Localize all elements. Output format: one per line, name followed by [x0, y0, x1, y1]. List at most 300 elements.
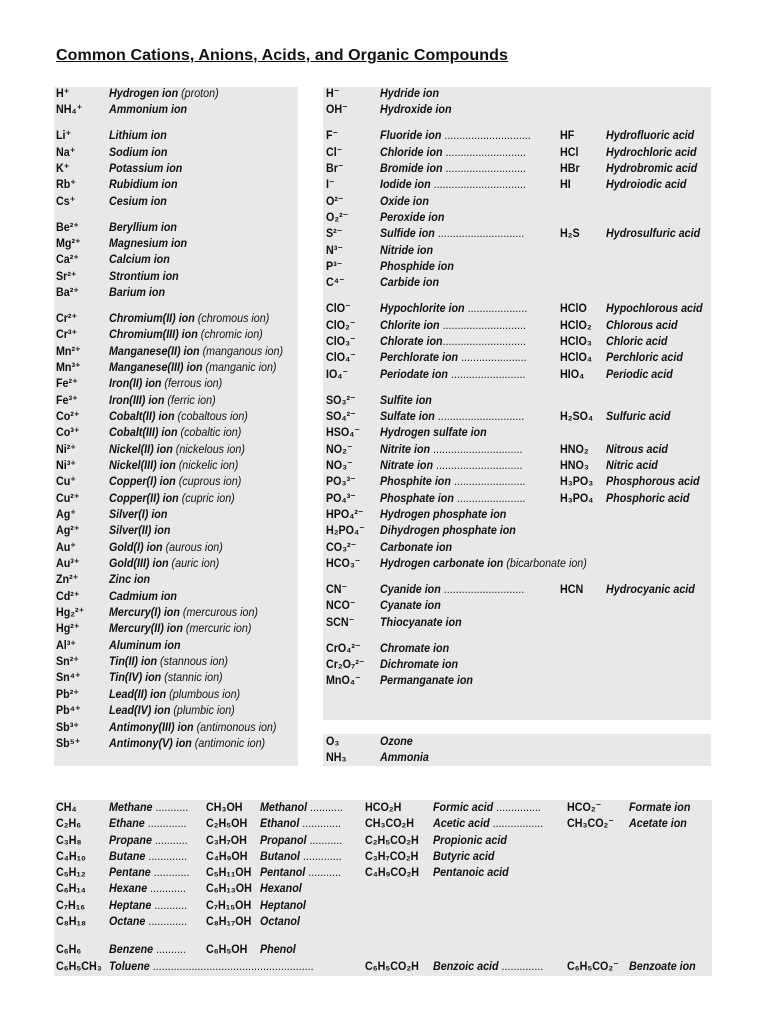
- acid-formula: HBr: [560, 160, 580, 175]
- ion-formula: Pb⁴⁺: [56, 703, 81, 718]
- ion-name: [109, 490, 235, 506]
- cation-row: [56, 284, 300, 300]
- cation-row: [56, 408, 300, 424]
- ion-name: [109, 457, 238, 473]
- ion-formula: Au³⁺: [56, 556, 80, 571]
- ion-formula: CO₃²⁻: [326, 539, 357, 554]
- ion-formula: Mn³⁺: [56, 359, 81, 374]
- ion-alt-name: (cupric ion): [178, 490, 235, 505]
- ion-formula: CN⁻: [326, 582, 348, 596]
- acid-formula: HClO₄: [560, 350, 592, 365]
- ion-formula: ClO⁻: [326, 301, 351, 316]
- ion-name-text: Sulfate ion: [380, 408, 435, 423]
- ion-name-text: Cyanide ion: [380, 582, 441, 596]
- leader-dots: .........................: [447, 366, 526, 381]
- ion-name-text: Nitrite ion: [380, 441, 431, 456]
- cation-row: [56, 424, 300, 440]
- organic-name: [109, 848, 187, 864]
- ion-name: [109, 424, 241, 440]
- ion-formula: PO₃³⁻: [326, 474, 356, 489]
- organic-formula: C₄H₉CO₂H: [365, 865, 420, 880]
- compound-row: [326, 733, 714, 749]
- acid-formula: H₃PO₄: [560, 490, 594, 505]
- organic-formula: C₂H₅CO₂H: [365, 832, 419, 847]
- ion-name: [380, 539, 452, 555]
- ion-formula: H⁻: [326, 86, 340, 100]
- cation-row: [56, 343, 300, 359]
- ion-name-text: Bromide ion: [380, 160, 443, 175]
- ion-name-text: Chromium(III) ion: [109, 327, 198, 342]
- organic-name: [433, 864, 509, 880]
- cation-row: [56, 539, 300, 555]
- ion-name-text: Hydroxide ion: [380, 102, 452, 117]
- acid-name: Hydrochloric acid: [606, 144, 697, 159]
- anion-row: [326, 366, 714, 382]
- organic-name-text: Butane: [109, 848, 146, 863]
- acid-name: Hydrobromic acid: [606, 160, 698, 175]
- ion-formula: NH₄⁺: [56, 102, 83, 117]
- organic-name-text: Acetate ion: [629, 816, 687, 831]
- organic-formula: C₆H₆: [56, 942, 82, 957]
- ion-name: [380, 225, 524, 241]
- organic-name: [109, 832, 188, 848]
- ion-formula: NH₃: [326, 750, 347, 765]
- ion-name-text: Phosphide ion: [380, 259, 454, 274]
- organic-formula: C₅H₁₁OH: [206, 865, 252, 880]
- organic-name-text: Ethanol: [260, 816, 300, 831]
- ion-name-text: Ammonia: [380, 750, 429, 765]
- leader-dots: .............: [144, 816, 187, 831]
- organic-name: [433, 799, 541, 815]
- ion-formula: NCO⁻: [326, 598, 356, 613]
- ion-formula: O₂²⁻: [326, 210, 349, 224]
- organic-name: [433, 848, 494, 864]
- ion-name-text: Antimony(V) ion: [109, 735, 192, 750]
- organic-name: [109, 897, 187, 913]
- ion-name-text: Aluminum ion: [109, 637, 181, 652]
- ion-name: [109, 473, 241, 489]
- ion-name-text: Fluoride ion: [380, 128, 442, 143]
- ion-name-text: Sulfide ion: [380, 226, 435, 241]
- ion-name: [380, 144, 526, 160]
- leader-dots: ...............................: [430, 177, 526, 192]
- ion-name-text: Phosphite ion: [380, 474, 451, 489]
- organic-name-text: Benzoic acid: [433, 958, 499, 973]
- organic-formula: C₆H₁₄: [56, 881, 86, 896]
- leader-dots: .............................: [434, 408, 525, 423]
- leader-dots: ..............................: [430, 441, 523, 456]
- anion-row: [326, 317, 714, 333]
- organic-formula: C₂H₆: [56, 816, 82, 831]
- ion-formula: Cr³⁺: [56, 327, 78, 342]
- organic-name-text: Propanol: [260, 832, 307, 847]
- ion-formula: Li⁺: [56, 128, 72, 143]
- anion-row: [326, 209, 714, 225]
- ion-name: [109, 101, 187, 117]
- ion-name-text: Mercury(I) ion: [109, 605, 180, 620]
- ion-name: [109, 669, 223, 685]
- ion-name: [109, 571, 150, 587]
- ion-formula: Cr²⁺: [56, 310, 78, 325]
- ion-alt-name: (auric ion): [168, 556, 220, 571]
- organic-name: [260, 880, 302, 896]
- leader-dots: ............................: [439, 317, 527, 332]
- ion-name: [109, 144, 167, 160]
- cation-row: [56, 251, 300, 267]
- ion-name-text: Peroxide ion: [380, 210, 445, 224]
- cation-row: [56, 686, 300, 702]
- ion-name-text: Beryllium ion: [109, 219, 177, 234]
- ion-name: [380, 176, 526, 192]
- organic-name-text: Benzene: [109, 942, 154, 957]
- ion-name-text: Hydrogen ion: [109, 86, 179, 100]
- ion-name: [109, 392, 216, 408]
- leader-dots: ...........: [152, 800, 189, 814]
- acid-formula: HClO₂: [560, 317, 592, 332]
- ion-formula: ClO₄⁻: [326, 350, 356, 365]
- leader-dots: ...........: [307, 800, 343, 814]
- ion-name-text: Potassium ion: [109, 160, 183, 175]
- acid-formula: H₂SO₄: [560, 408, 594, 423]
- ion-name-text: Hydrogen sulfate ion: [380, 425, 487, 440]
- cation-row: [56, 555, 300, 571]
- cation-row: [56, 441, 300, 457]
- organic-name: [109, 880, 186, 896]
- cations-list: [56, 85, 300, 751]
- ion-formula: I⁻: [326, 177, 335, 192]
- cation-row: [56, 392, 300, 408]
- ion-name-text: Tin(IV) ion: [109, 670, 162, 685]
- acid-formula: H₂S: [560, 226, 580, 241]
- leader-dots: ...........: [305, 865, 342, 880]
- ion-name: [380, 242, 433, 258]
- anion-row: [326, 490, 714, 506]
- ion-formula: Rb⁺: [56, 177, 76, 192]
- cation-row: [56, 669, 300, 685]
- leader-dots: ..............: [498, 958, 544, 973]
- ion-formula: Sn⁴⁺: [56, 670, 81, 685]
- cation-row: [56, 522, 300, 538]
- cation-row: [56, 702, 300, 718]
- acid-name: Chloric acid: [606, 334, 668, 348]
- acid-name: Hypochlorous acid: [606, 301, 703, 316]
- leader-dots: ......................: [458, 350, 527, 365]
- organic-formula: C₆H₅CO₂H: [365, 958, 419, 973]
- organic-formula: C₃H₇OH: [206, 832, 247, 847]
- cation-row: [56, 127, 300, 143]
- page-title: Common Cations, Anions, Acids, and Organic Compounds: [56, 47, 509, 64]
- ion-name: [109, 539, 223, 555]
- organic-name: [109, 941, 186, 957]
- ion-name: [109, 359, 276, 375]
- cation-row: [56, 571, 300, 587]
- ion-name-text: Copper(II) ion: [109, 490, 179, 505]
- ion-name: [380, 424, 487, 440]
- anion-row: [326, 333, 714, 349]
- ion-alt-name: (proton): [178, 86, 219, 100]
- organic-row: [56, 897, 716, 913]
- acid-name: Nitric acid: [606, 458, 658, 472]
- ion-formula: MnO₄⁻: [326, 673, 361, 688]
- ion-name-text: Dihydrogen phosphate ion: [380, 523, 516, 538]
- ion-name-text: Chloride ion: [380, 144, 443, 159]
- organic-formula: CH₃CO₂⁻: [567, 816, 614, 831]
- organic-formula: C₈H₁₈: [56, 914, 86, 929]
- ion-name: [380, 392, 432, 408]
- organic-formula: C₆H₅OH: [206, 942, 248, 957]
- cation-row: [56, 219, 300, 235]
- ion-formula: Ag²⁺: [56, 523, 80, 538]
- ion-name-text: Chlorate ion: [380, 334, 443, 348]
- ion-formula: N³⁻: [326, 242, 343, 257]
- ion-name: [380, 640, 449, 656]
- leader-dots: ...........: [306, 832, 343, 847]
- ion-formula: Cd²⁺: [56, 588, 80, 603]
- ion-name-text: Gold(III) ion: [109, 556, 169, 571]
- ion-formula: Fe²⁺: [56, 376, 78, 391]
- ion-formula: Cr₂O₇²⁻: [326, 656, 365, 671]
- ion-name: [380, 366, 525, 382]
- ion-name-text: Chromium(II) ion: [109, 310, 195, 325]
- organic-formula: HCO₂H: [365, 800, 402, 814]
- ion-formula: Co²⁺: [56, 408, 80, 423]
- cation-row: [56, 160, 300, 176]
- ion-name: [380, 258, 454, 274]
- ion-formula: P³⁻: [326, 259, 343, 274]
- ion-formula: NO₃⁻: [326, 458, 353, 472]
- anion-row: [326, 597, 714, 613]
- ion-formula: Na⁺: [56, 144, 76, 159]
- ion-formula: Ni²⁺: [56, 441, 76, 456]
- organic-name: [109, 815, 186, 831]
- ion-alt-name: (chromic ion): [197, 327, 263, 342]
- organic-name-text: Formate ion: [629, 800, 691, 814]
- ion-name-text: Lead(IV) ion: [109, 703, 171, 718]
- leader-dots: ............: [147, 881, 186, 896]
- ion-formula: HSO₄⁻: [326, 425, 361, 440]
- leader-dots: ...............: [493, 800, 541, 814]
- anion-row: [326, 408, 714, 424]
- ion-name: [109, 235, 187, 251]
- ion-formula: OH⁻: [326, 102, 348, 117]
- leader-dots: .............................: [434, 226, 525, 241]
- anion-row: [326, 473, 714, 489]
- ion-name-text: Nitride ion: [380, 242, 434, 257]
- organic-formula: C₆H₅CH₃: [56, 958, 102, 973]
- ion-formula: SO₄²⁻: [326, 408, 356, 423]
- anion-row: [326, 672, 714, 688]
- ion-name-text: Manganese(II) ion: [109, 343, 200, 358]
- ion-name-text: Gold(I) ion: [109, 539, 163, 554]
- ion-name-text: Cesium ion: [109, 193, 167, 208]
- organic-formula: HCO₂⁻: [567, 800, 602, 814]
- organic-name: [260, 848, 342, 864]
- organic-formula: CH₄: [56, 800, 77, 814]
- ion-name: [380, 522, 516, 538]
- anion-row: [326, 441, 714, 457]
- acid-name: Hydroiodic acid: [606, 177, 687, 192]
- ion-name-text: Iodide ion: [380, 177, 431, 192]
- ion-name-text: Hypochlorite ion: [380, 301, 465, 316]
- cation-row: [56, 620, 300, 636]
- organic-name-text: Heptane: [109, 897, 152, 912]
- anion-row: [326, 176, 714, 192]
- acid-formula: HClO₃: [560, 334, 592, 348]
- ion-name: [109, 555, 219, 571]
- leader-dots: ............: [150, 865, 190, 880]
- organic-name: [260, 913, 300, 929]
- ion-formula: Ni³⁺: [56, 458, 76, 472]
- ion-formula: Co³⁺: [56, 425, 80, 440]
- acid-formula: HCN: [560, 582, 584, 596]
- organic-row: [56, 799, 716, 815]
- ion-name-text: Iron(II) ion: [109, 376, 162, 391]
- anion-row: [326, 85, 714, 101]
- ion-name-text: Lithium ion: [109, 128, 167, 143]
- ion-formula: Sb³⁺: [56, 719, 79, 734]
- ion-name: [380, 160, 526, 176]
- ion-name: [380, 193, 429, 209]
- organic-name-text: Toluene: [109, 958, 150, 973]
- ion-name-text: Strontium ion: [109, 268, 179, 283]
- ion-alt-name: (aurous ion): [162, 539, 223, 554]
- ion-name: [380, 127, 531, 143]
- ion-name: [380, 473, 525, 489]
- anion-row: [326, 127, 714, 143]
- anion-row: [326, 242, 714, 258]
- ion-name: [380, 349, 527, 365]
- acid-name: Phosphoric acid: [606, 490, 690, 505]
- ion-alt-name: (mercuric ion): [182, 621, 252, 636]
- acid-name: Nitrous acid: [606, 441, 668, 456]
- ion-name-text: Barium ion: [109, 284, 166, 299]
- ion-name-text: Zinc ion: [109, 572, 151, 587]
- ion-name: [380, 672, 473, 688]
- cation-row: [56, 653, 300, 669]
- organic-name-text: Formic acid: [433, 800, 494, 814]
- ion-name: [109, 522, 170, 538]
- ion-formula: Sr²⁺: [56, 268, 77, 283]
- ion-name-text: Hydrogen carbonate ion: [380, 556, 504, 571]
- ion-alt-name: (plumbous ion): [166, 686, 241, 701]
- anion-row: [326, 160, 714, 176]
- ion-name: [109, 193, 167, 209]
- ion-alt-name: (antimonic ion): [191, 735, 266, 750]
- ion-formula: HPO₄²⁻: [326, 507, 364, 522]
- organic-name: [433, 815, 543, 831]
- ion-name-text: Nickel(II) ion: [109, 441, 173, 456]
- ion-formula: Ca²⁺: [56, 252, 79, 267]
- ion-name-text: Manganese(III) ion: [109, 359, 203, 374]
- cation-row: [56, 193, 300, 209]
- ion-formula: NO₂⁻: [326, 441, 353, 456]
- anion-row: [326, 539, 714, 555]
- leader-dots: ...........: [151, 897, 188, 912]
- ion-formula: Hg²⁺: [56, 621, 80, 636]
- ion-alt-name: (ferrous ion): [161, 376, 223, 391]
- ion-alt-name: (stannic ion): [161, 670, 223, 685]
- ion-name-text: Chromate ion: [380, 640, 450, 655]
- organic-name: [260, 815, 341, 831]
- ion-name-text: Ammonium ion: [109, 102, 188, 117]
- acid-formula: HNO₃: [560, 458, 589, 472]
- organic-name: [109, 913, 187, 929]
- organic-name: [109, 958, 314, 974]
- organic-formula: C₂H₅OH: [206, 816, 248, 831]
- anion-row: [326, 258, 714, 274]
- cation-row: [56, 637, 300, 653]
- anion-row: [326, 656, 714, 672]
- cation-row: [56, 719, 300, 735]
- organic-name-text: Octane: [109, 914, 146, 929]
- other-list: [326, 733, 714, 766]
- organic-name-text: Ethane: [109, 816, 145, 831]
- ion-name-text: Antimony(III) ion: [109, 719, 194, 734]
- ion-name: [109, 284, 165, 300]
- ion-formula: H₂PO₄⁻: [326, 523, 365, 538]
- acid-name: Hydrocyanic acid: [606, 582, 695, 596]
- acid-formula: HClO: [560, 301, 587, 316]
- ion-name-text: Hydride ion: [380, 86, 440, 100]
- ion-name: [380, 490, 525, 506]
- ion-name: [380, 300, 527, 316]
- organic-name: [433, 832, 507, 848]
- acid-name: Periodic acid: [606, 366, 673, 381]
- leader-dots: ......................................................: [149, 958, 314, 973]
- ion-name: [380, 457, 522, 473]
- ion-formula: PO₄³⁻: [326, 490, 356, 505]
- ion-formula: Sn²⁺: [56, 654, 79, 669]
- ion-formula: Mg²⁺: [56, 235, 81, 250]
- ion-name-text: Nitrate ion: [380, 458, 434, 472]
- ion-formula: O₃: [326, 734, 340, 748]
- acid-formula: HIO₄: [560, 366, 585, 381]
- organic-name-text: Butanol: [260, 848, 300, 863]
- ion-formula: HCO₃⁻: [326, 556, 361, 571]
- ion-formula: Ba²⁺: [56, 284, 79, 299]
- ion-formula: Br⁻: [326, 160, 344, 175]
- ion-name-text: Hydrogen phosphate ion: [380, 507, 507, 522]
- ion-name: [109, 268, 179, 284]
- ion-name-text: Phosphate ion: [380, 490, 454, 505]
- ion-name-text: Sulfite ion: [380, 392, 432, 407]
- organic-name: [629, 815, 687, 831]
- ion-formula: C⁴⁻: [326, 275, 345, 290]
- ion-name: [109, 653, 228, 669]
- ion-name-text: Permanganate ion: [380, 673, 473, 688]
- cation-row: [56, 457, 300, 473]
- ion-name: [109, 375, 222, 391]
- organic-formula: C₄H₉OH: [206, 848, 248, 863]
- acid-name: Phosphorous acid: [606, 474, 700, 489]
- organic-formula: C₇H₁₆: [56, 897, 86, 912]
- anion-row: [326, 424, 714, 440]
- ion-name-text: Rubidium ion: [109, 177, 178, 192]
- acid-formula: H₃PO₃: [560, 474, 594, 489]
- leader-dots: .............: [145, 914, 188, 929]
- cation-row: [56, 144, 300, 160]
- ion-alt-name: (stannous ion): [157, 654, 229, 669]
- anions-list: [326, 85, 714, 689]
- anion-row: [326, 349, 714, 365]
- anion-row: [326, 506, 714, 522]
- organic-row: [56, 941, 716, 957]
- leader-dots: ...........................: [442, 144, 526, 159]
- ion-formula: Fe³⁺: [56, 392, 78, 407]
- cation-row: [56, 101, 300, 117]
- cation-row: [56, 588, 300, 604]
- organic-formula: C₈H₁₇OH: [206, 914, 252, 929]
